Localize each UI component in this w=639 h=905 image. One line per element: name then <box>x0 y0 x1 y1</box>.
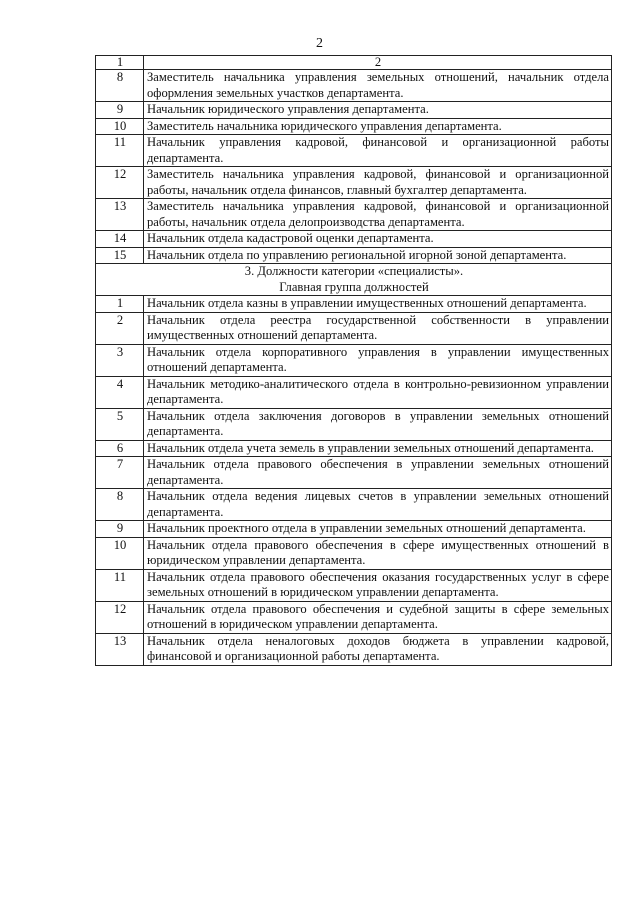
section-title: 3. Должности категории «специалисты». <box>244 264 464 278</box>
table-row <box>96 537 612 569</box>
section-header-row <box>96 264 612 296</box>
table-row <box>96 344 612 376</box>
header-col-2: 2 <box>144 56 612 70</box>
row-number: 14 <box>96 231 144 248</box>
position-title: Заместитель начальника управления кадровой, финансовой и организационной работы, начальник отдела финансов, главный бухгалтер департамента. <box>144 167 612 199</box>
position-title: Начальник отдела казны в управлении имущественных отношений департамента. <box>144 296 612 313</box>
row-number: 9 <box>96 102 144 119</box>
position-title: Начальник отдела по управлению региональной игорной зоной департамента. <box>144 247 612 264</box>
position-title: Начальник отдела правового обеспечения оказания государственных услуг в сфере земельных отношений в юридическом управлении департамента. <box>144 569 612 601</box>
position-title: Заместитель начальника юридического управления департамента. <box>144 118 612 135</box>
table-row <box>96 135 612 167</box>
position-title: Начальник юридического управления департамента. <box>144 102 612 119</box>
positions-table <box>95 55 612 666</box>
row-number: 7 <box>96 457 144 489</box>
table-row <box>96 601 612 633</box>
row-number: 2 <box>96 312 144 344</box>
row-number: 11 <box>96 569 144 601</box>
table-row <box>96 569 612 601</box>
row-number: 10 <box>96 118 144 135</box>
row-number: 13 <box>96 199 144 231</box>
row-number: 1 <box>96 296 144 313</box>
table-row <box>96 199 612 231</box>
row-number: 12 <box>96 601 144 633</box>
position-title: Начальник отдела правового обеспечения в сфере имущественных отношений в юридическом управлении департамента. <box>144 537 612 569</box>
position-title: Начальник проектного отдела в управлении земельных отношений департамента. <box>144 521 612 538</box>
table-row <box>96 312 612 344</box>
row-number: 10 <box>96 537 144 569</box>
position-title: Начальник отдела правового обеспечения и судебной защиты в сфере земельных отношений в юридическом управлении департамента. <box>144 601 612 633</box>
table-row <box>96 489 612 521</box>
position-title: Начальник отдела правового обеспечения в управлении земельных отношений департамента. <box>144 457 612 489</box>
row-number: 8 <box>96 70 144 102</box>
section-subtitle: Главная группа должностей <box>279 279 429 294</box>
table-row <box>96 633 612 665</box>
page-number: 2 <box>316 36 323 51</box>
table-row <box>96 376 612 408</box>
section-header <box>96 264 612 296</box>
position-title: Заместитель начальника управления кадровой, финансовой и организационной работы, начальник отдела делопроизводства департамента. <box>144 199 612 231</box>
row-number: 13 <box>96 633 144 665</box>
table-row <box>96 296 612 313</box>
position-title: Начальник отдела заключения договоров в управлении земельных отношений департамента. <box>144 408 612 440</box>
row-number: 4 <box>96 376 144 408</box>
row-number: 15 <box>96 247 144 264</box>
table-header-row <box>96 56 612 70</box>
position-title: Начальник управления кадровой, финансовой и организационной работы департамента. <box>144 135 612 167</box>
position-title: Начальник отдела ведения лицевых счетов в управлении земельных отношений департамента. <box>144 489 612 521</box>
row-number: 9 <box>96 521 144 538</box>
table-row <box>96 457 612 489</box>
position-title: Начальник отдела неналоговых доходов бюджета в управлении кадровой, финансовой и организационной работы департамента. <box>144 633 612 665</box>
row-number: 5 <box>96 408 144 440</box>
position-title: Начальник отдела корпоративного управления в управлении имущественных отношений департамента. <box>144 344 612 376</box>
row-number: 12 <box>96 167 144 199</box>
table-row <box>96 408 612 440</box>
table-row <box>96 440 612 457</box>
position-title: Начальник методико-аналитического отдела в контрольно-ревизионном управлении департамента. <box>144 376 612 408</box>
position-title: Заместитель начальника управления земельных отношений, начальник отдела оформления земельных участков департамента. <box>144 70 612 102</box>
position-title: Начальник отдела реестра государственной собственности в управлении имущественных отношений департамента. <box>144 312 612 344</box>
table-row <box>96 118 612 135</box>
header-col-1: 1 <box>96 56 144 70</box>
table-row <box>96 167 612 199</box>
row-number: 11 <box>96 135 144 167</box>
table-row <box>96 521 612 538</box>
table-row <box>96 102 612 119</box>
row-number: 8 <box>96 489 144 521</box>
table-row <box>96 70 612 102</box>
position-title: Начальник отдела кадастровой оценки департамента. <box>144 231 612 248</box>
table-row <box>96 247 612 264</box>
row-number: 6 <box>96 440 144 457</box>
table-row <box>96 231 612 248</box>
position-title: Начальник отдела учета земель в управлении земельных отношений департамента. <box>144 440 612 457</box>
row-number: 3 <box>96 344 144 376</box>
